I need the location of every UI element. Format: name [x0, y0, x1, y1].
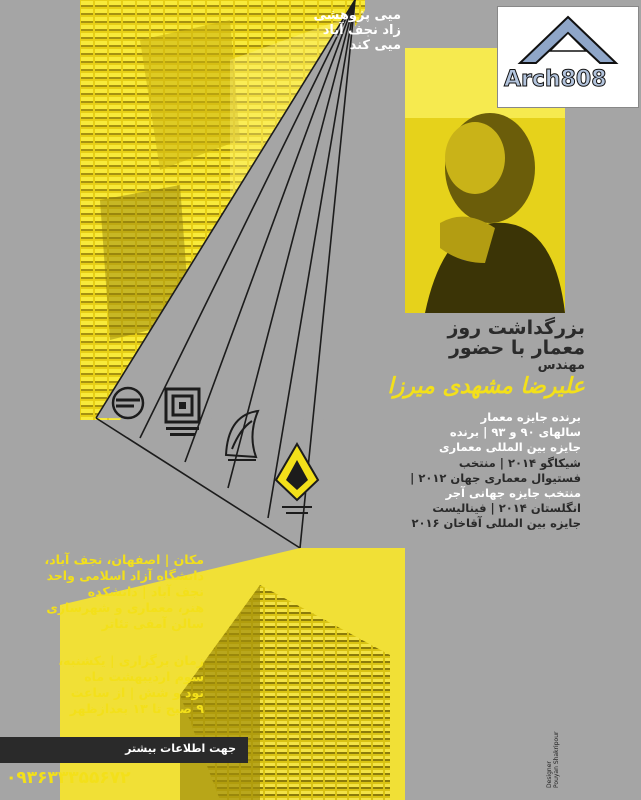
venue-info: [6, 552, 204, 632]
venue-line: نجف آباد | دانشکده: [87, 584, 204, 599]
architect-name: علیرضا مشهدی میرزا: [387, 374, 585, 399]
designer-name: Pouyan Shakripour: [553, 731, 560, 788]
organizer-line: زاد نجف آباد: [322, 23, 401, 38]
university-emblem-icon: [272, 440, 322, 520]
award-line: انگلستان ۲۰۱۴ | فینالیست: [432, 501, 581, 516]
award-line: سالهای ۹۰ و ۹۳ | برنده: [449, 425, 581, 440]
awards-list: [331, 410, 581, 532]
more-info-bar: [0, 737, 248, 763]
contact-phone[interactable]: ۰۹۳۶۳۳۳۵۵۶۷۲: [6, 768, 131, 788]
venue-line: دانشگاه آزاد اسلامی واحد: [46, 568, 204, 583]
house-icon: [516, 13, 620, 69]
award-line: منتخب جایزه جهانی آجر: [445, 486, 581, 501]
organizer-line: میی پژوهشی: [313, 8, 401, 23]
sponsor-logo-3: [218, 405, 266, 465]
time-line: زمان برگزاری | یکشنبه،: [58, 653, 204, 668]
university-logo: [272, 440, 322, 520]
title-line: بزرگداشت روز: [447, 317, 585, 339]
sponsor-logo-2: [160, 385, 205, 440]
title-subtitle: مهندس: [537, 358, 585, 373]
time-line: سوم اردیبهشت ماه: [84, 669, 204, 684]
more-info-label: جهت اطلاعات بیشتر: [125, 742, 236, 755]
award-line: شیکاگو ۲۰۱۴ | منتخب: [458, 455, 581, 470]
organizer-line: میی کند: [349, 38, 401, 53]
venue-line: سالن آمفی تئاتر: [101, 616, 204, 631]
award-line: جایزه بین المللی معماری: [438, 440, 581, 455]
sponsor-emblem-icon: [108, 386, 148, 420]
venue-line: هنر، معماری و شهرسازی: [46, 600, 204, 615]
site-logo[interactable]: [497, 6, 639, 108]
award-line: برنده جایزه معمار: [480, 410, 581, 424]
venue-line: مکان | اصفهان، نجف آباد،: [44, 552, 204, 567]
event-title: [375, 318, 585, 400]
calligraphy-seal-icon: [218, 405, 266, 465]
title-line: معمار با حضور: [448, 337, 585, 359]
time-line: نود و شش | از ساعت: [70, 685, 204, 700]
designer-label: Designer: [546, 761, 553, 788]
logo-text: Arch808: [504, 67, 607, 92]
event-time: [6, 653, 204, 717]
maze-icon: [160, 385, 205, 440]
award-line: جایزه بین المللی آقاخان ۲۰۱۶: [411, 516, 581, 531]
award-line: فستیوال معماری جهان ۲۰۱۲ |: [410, 470, 581, 485]
organizer-text: [201, 8, 401, 53]
designer-credit: [545, 700, 561, 790]
sponsor-logo-1: [108, 386, 148, 420]
time-line: ۹ صبح تا ۱۳ بعدازظهر: [69, 701, 204, 716]
